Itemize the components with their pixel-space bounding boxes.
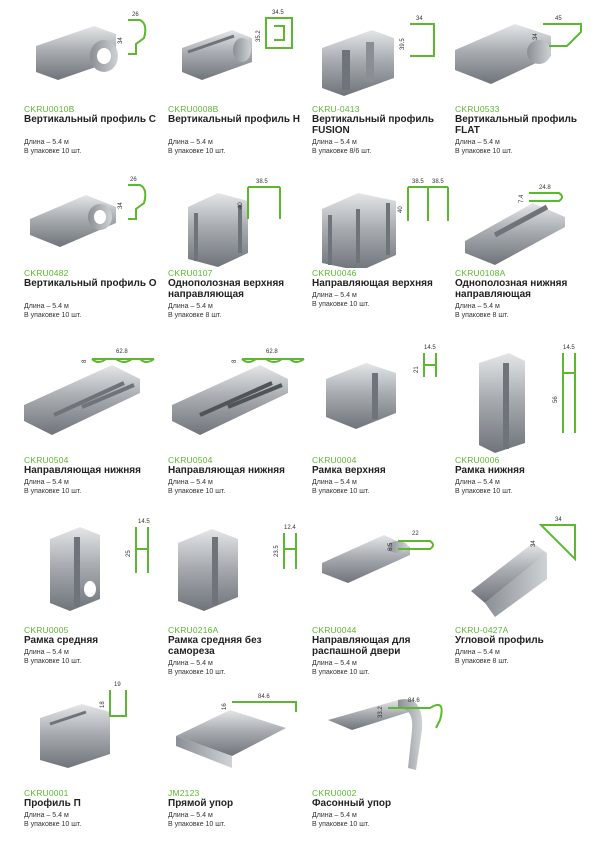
profile-illustration: [312, 513, 454, 625]
product-length: Длина – 5.4 м: [24, 479, 69, 486]
product-code: CKRU0504: [24, 455, 69, 465]
product-card: [455, 173, 597, 323]
product-pack: В упаковке 10 шт.: [312, 301, 370, 308]
profile-illustration: [168, 513, 310, 625]
product-pack: В упаковке 10 шт.: [168, 148, 226, 155]
svg-text:62.8: 62.8: [116, 349, 128, 355]
product-pack: В упаковке 10 шт.: [455, 488, 513, 495]
product-pack: В упаковке 8 шт.: [168, 312, 222, 319]
product-pack: В упаковке 10 шт.: [455, 148, 513, 155]
product-length: Длина – 5.4 м: [312, 292, 357, 299]
product-card: [312, 513, 454, 676]
product-name: Однополозная верхняя направляющая: [168, 278, 285, 300]
svg-text:34: 34: [531, 540, 537, 547]
svg-text:23.5: 23.5: [274, 545, 280, 557]
svg-text:18: 18: [100, 701, 106, 708]
product-name: Однополозная нижняя направляющая: [455, 278, 568, 300]
product-name: Рамка средняя без самореза: [168, 635, 262, 657]
product-name: Направляющая верхняя: [312, 278, 433, 289]
svg-text:8: 8: [82, 359, 88, 363]
svg-text:6.5: 6.5: [388, 542, 394, 551]
product-name: Прямой упор: [168, 798, 234, 809]
product-length: Длина – 5.4 м: [312, 479, 357, 486]
svg-text:56: 56: [553, 396, 559, 403]
product-pack: В упаковке 10 шт.: [24, 312, 82, 319]
svg-text:7.4: 7.4: [519, 194, 525, 203]
product-length: Длина – 5.4 м: [455, 139, 500, 146]
profile-illustration: [455, 173, 597, 268]
svg-text:84.6: 84.6: [408, 698, 420, 704]
product-code: CKRU-0413: [312, 104, 360, 114]
product-length: Длина – 5.4 м: [312, 139, 357, 146]
product-pack: В упаковке 10 шт.: [168, 821, 226, 828]
svg-text:34: 34: [555, 517, 562, 523]
product-code: CKRU0044: [312, 625, 357, 635]
product-pack: В упаковке 10 шт.: [24, 821, 82, 828]
product-code: CKRU0008B: [168, 104, 219, 114]
profile-illustration: [24, 680, 166, 788]
product-length: Длина – 5.4 м: [168, 660, 213, 667]
product-code: CKRU0482: [24, 268, 69, 278]
svg-text:12.4: 12.4: [284, 525, 296, 531]
product-pack: В упаковке 10 шт.: [312, 488, 370, 495]
svg-text:38.5: 38.5: [432, 179, 444, 185]
product-code: CKRU0046: [312, 268, 357, 278]
profile-illustration: [312, 680, 454, 788]
svg-text:34: 34: [118, 202, 124, 209]
product-length: Длина – 5.4 м: [312, 812, 357, 819]
product-name: Вертикальный профиль FUSION: [312, 114, 435, 136]
product-pack: В упаковке 8 шт.: [455, 312, 509, 319]
product-code: CKRU0010B: [24, 104, 75, 114]
product-card: [24, 513, 166, 663]
product-card: [312, 8, 454, 158]
product-pack: В упаковке 10 шт.: [312, 669, 370, 676]
svg-text:14.5: 14.5: [563, 345, 575, 351]
svg-text:16: 16: [222, 703, 228, 710]
svg-text:26: 26: [132, 12, 139, 18]
product-code: CKRU0504: [168, 455, 213, 465]
product-code: CKRU0107: [168, 268, 213, 278]
product-card: [168, 343, 310, 493]
svg-text:22: 22: [412, 531, 419, 537]
profile-illustration: [312, 343, 454, 455]
product-code: CKRU0533: [455, 104, 500, 114]
product-name: Вертикальный профиль Н: [168, 114, 301, 125]
svg-text:33.2: 33.2: [378, 706, 384, 718]
product-length: Длина – 5.4 м: [168, 479, 213, 486]
product-length: Длина – 5.4 м: [24, 303, 69, 310]
svg-text:62.8: 62.8: [266, 349, 278, 355]
product-length: Длина – 5.4 м: [455, 479, 500, 486]
product-code: CKRU0004: [312, 455, 357, 465]
product-card: [455, 343, 597, 493]
product-length: Длина – 5.4 м: [168, 812, 213, 819]
product-card: [455, 8, 597, 158]
product-name: Вертикальный профиль С: [24, 114, 157, 125]
svg-text:38.5: 38.5: [256, 179, 268, 185]
profile-illustration: [312, 173, 454, 268]
product-pack: В упаковке 10 шт.: [24, 148, 82, 155]
svg-text:39.5: 39.5: [400, 38, 406, 50]
svg-text:34: 34: [118, 37, 124, 44]
profile-illustration: [24, 8, 166, 104]
svg-text:34: 34: [416, 16, 423, 22]
product-pack: В упаковке 10 шт.: [24, 658, 82, 665]
product-code: CKRU0005: [24, 625, 69, 635]
profile-illustration: [24, 343, 166, 455]
product-length: Длина – 5.4 м: [312, 660, 357, 667]
product-card: [24, 680, 166, 830]
svg-text:34: 34: [533, 33, 539, 40]
product-card: [24, 343, 166, 493]
product-name: Направляющая нижняя: [24, 465, 141, 476]
svg-text:35.2: 35.2: [256, 30, 262, 42]
svg-text:24.8: 24.8: [539, 185, 551, 191]
product-card: [312, 343, 454, 493]
product-code: CKRU0006: [455, 455, 500, 465]
product-length: Длина – 5.4 м: [24, 812, 69, 819]
product-card: [24, 8, 166, 158]
svg-text:45: 45: [555, 16, 562, 22]
product-card: [24, 173, 166, 323]
product-pack: В упаковке 8/6 шт.: [312, 148, 372, 155]
svg-text:19: 19: [114, 682, 121, 688]
profile-illustration: [168, 173, 310, 268]
product-name: Вертикальный профиль О: [24, 278, 157, 289]
product-length: Длина – 5.4 м: [24, 139, 69, 146]
product-pack: В упаковке 8 шт.: [455, 658, 509, 665]
profile-illustration: [455, 8, 597, 104]
product-code: CKRU0002: [312, 788, 357, 798]
product-code: CKRU0001: [24, 788, 69, 798]
product-name: Угловой профиль: [455, 635, 544, 646]
product-code: CKRU0216A: [168, 625, 219, 635]
profile-illustration: [24, 513, 166, 625]
product-name: Рамка верхняя: [312, 465, 386, 476]
profile-illustration: [455, 513, 597, 625]
product-card: [168, 173, 310, 323]
product-name: Направляющая для распашной двери: [312, 635, 411, 657]
product-pack: В упаковке 10 шт.: [168, 669, 226, 676]
product-card: [168, 680, 310, 830]
product-name: Рамка нижняя: [455, 465, 525, 476]
product-name: Профиль П: [24, 798, 81, 809]
profile-illustration: [312, 8, 454, 104]
product-length: Длина – 5.4 м: [455, 303, 500, 310]
product-pack: В упаковке 10 шт.: [312, 821, 370, 828]
svg-text:38.5: 38.5: [412, 179, 424, 185]
product-card: [168, 513, 310, 676]
profile-illustration: [168, 8, 310, 104]
product-card: [312, 680, 454, 830]
profile-illustration: [24, 173, 166, 268]
product-card: [312, 173, 454, 323]
svg-text:34.5: 34.5: [272, 10, 284, 16]
profile-illustration: [168, 680, 310, 788]
svg-text:40: 40: [398, 206, 404, 213]
profile-illustration: [168, 343, 310, 455]
product-code: CKRU-0427A: [455, 625, 509, 635]
svg-text:8: 8: [232, 359, 238, 363]
product-card: [168, 8, 310, 158]
svg-text:26: 26: [130, 177, 137, 183]
product-length: Длина – 5.4 м: [168, 139, 213, 146]
svg-text:25: 25: [126, 550, 132, 557]
product-code: CKRU0108A: [455, 268, 506, 278]
product-name: Рамка средняя: [24, 635, 99, 646]
profile-illustration: [455, 343, 597, 455]
svg-text:21: 21: [414, 366, 420, 373]
product-length: Длина – 5.4 м: [455, 649, 500, 656]
product-name: Вертикальный профиль FLAT: [455, 114, 578, 136]
product-length: Длина – 5.4 м: [24, 649, 69, 656]
svg-text:84.6: 84.6: [258, 694, 270, 700]
product-name: Фасонный упор: [312, 798, 392, 809]
product-pack: В упаковке 10 шт.: [24, 488, 82, 495]
product-name: Направляющая нижняя: [168, 465, 285, 476]
product-pack: В упаковке 10 шт.: [168, 488, 226, 495]
svg-text:40: 40: [238, 202, 244, 209]
product-code: JM2123: [168, 788, 200, 798]
svg-text:14.5: 14.5: [138, 519, 150, 525]
product-card: [455, 513, 597, 663]
product-length: Длина – 5.4 м: [168, 303, 213, 310]
svg-text:14.5: 14.5: [424, 345, 436, 351]
